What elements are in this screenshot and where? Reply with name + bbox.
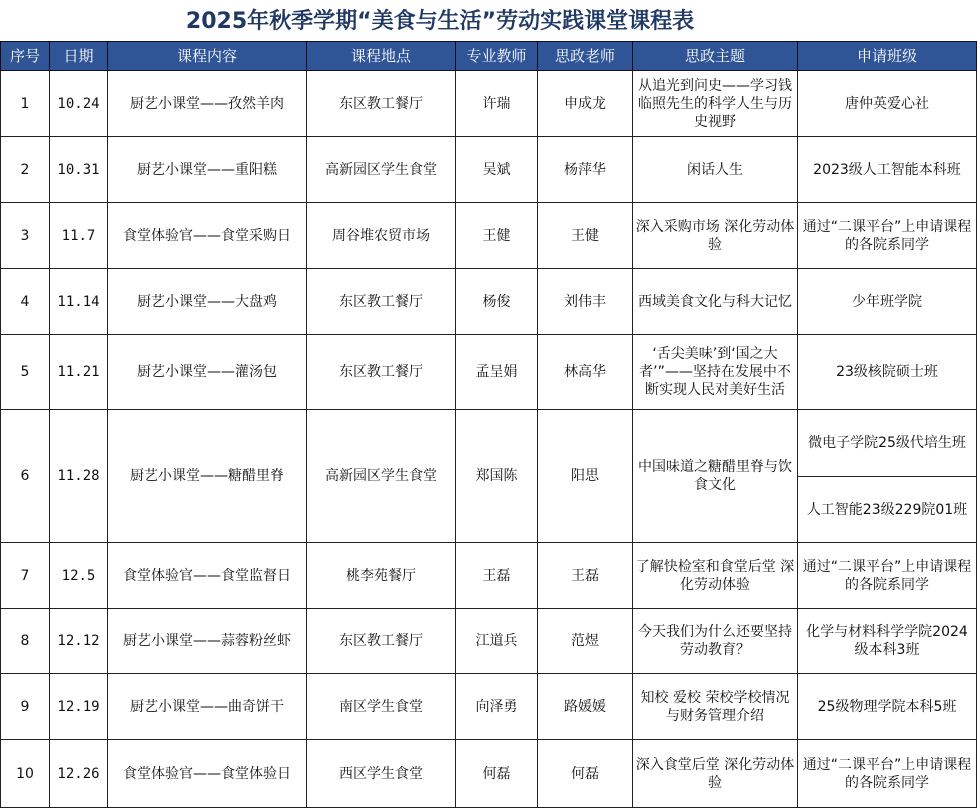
cell-content[interactable]: 厨艺小课堂——糖醋里脊 bbox=[108, 410, 307, 543]
cell-ideo[interactable]: 阳思 bbox=[538, 410, 633, 543]
cell-class[interactable]: 化学与材料科学学院2024级本科3班 bbox=[798, 609, 977, 674]
cell-no[interactable]: 6 bbox=[1, 410, 50, 543]
cell-theme[interactable]: 闲话人生 bbox=[633, 137, 798, 203]
cell-date[interactable]: 11.28 bbox=[50, 410, 108, 543]
cell-ideo[interactable]: 林高华 bbox=[538, 335, 633, 410]
cell-class[interactable]: 通过“二课平台”上申请课程的各院系同学 bbox=[798, 740, 977, 808]
cell-ideo[interactable]: 刘伟丰 bbox=[538, 269, 633, 335]
table-row bbox=[1, 137, 977, 203]
header-teacher[interactable]: 专业教师 bbox=[456, 42, 538, 71]
cell-class[interactable]: 通过“二课平台”上申请课程的各院系同学 bbox=[798, 203, 977, 269]
table-row bbox=[1, 609, 977, 674]
table-row bbox=[1, 543, 977, 609]
cell-ideo[interactable]: 路媛媛 bbox=[538, 674, 633, 740]
header-no[interactable]: 序号 bbox=[1, 42, 50, 71]
cell-no[interactable]: 9 bbox=[1, 674, 50, 740]
cell-teacher[interactable]: 向泽勇 bbox=[456, 674, 538, 740]
cell-teacher[interactable]: 杨俊 bbox=[456, 269, 538, 335]
cell-theme[interactable]: 西域美食文化与科大记忆 bbox=[633, 269, 798, 335]
cell-date[interactable]: 11.7 bbox=[50, 203, 108, 269]
cell-class[interactable]: 人工智能23级229院01班 bbox=[798, 477, 977, 543]
cell-class[interactable]: 微电子学院25级代培生班 bbox=[798, 410, 977, 477]
cell-theme[interactable]: 中国味道之糖醋里脊与饮食文化 bbox=[633, 410, 798, 543]
cell-content[interactable]: 厨艺小课堂——曲奇饼干 bbox=[108, 674, 307, 740]
cell-place[interactable]: 东区教工餐厅 bbox=[307, 335, 456, 410]
schedule-table bbox=[0, 41, 977, 808]
cell-ideo[interactable]: 申成龙 bbox=[538, 71, 633, 137]
cell-date[interactable]: 11.14 bbox=[50, 269, 108, 335]
cell-place[interactable]: 周谷堆农贸市场 bbox=[307, 203, 456, 269]
cell-teacher[interactable]: 郑国陈 bbox=[456, 410, 538, 543]
cell-theme[interactable]: 从追光到问史——学习钱临照先生的科学人生与历史视野 bbox=[633, 71, 798, 137]
cell-content[interactable]: 厨艺小课堂——灌汤包 bbox=[108, 335, 307, 410]
cell-date[interactable]: 12.5 bbox=[50, 543, 108, 609]
cell-class[interactable]: 2023级人工智能本科班 bbox=[798, 137, 977, 203]
cell-ideo[interactable]: 杨萍华 bbox=[538, 137, 633, 203]
cell-class[interactable]: 唐仲英爱心社 bbox=[798, 71, 977, 137]
cell-no[interactable]: 7 bbox=[1, 543, 50, 609]
cell-theme[interactable]: 今天我们为什么还要坚持劳动教育？ bbox=[633, 609, 798, 674]
cell-teacher[interactable]: 何磊 bbox=[456, 740, 538, 808]
cell-place[interactable]: 高新园区学生食堂 bbox=[307, 410, 456, 543]
header-row bbox=[1, 42, 977, 71]
cell-no[interactable]: 1 bbox=[1, 71, 50, 137]
cell-ideo[interactable]: 王健 bbox=[538, 203, 633, 269]
table-row bbox=[1, 335, 977, 410]
cell-teacher[interactable]: 吴斌 bbox=[456, 137, 538, 203]
cell-theme[interactable]: ‘舌尖美味’到‘国之大者’”——坚持在发展中不断实现人民对美好生活 bbox=[633, 335, 798, 410]
cell-class[interactable]: 通过“二课平台”上申请课程的各院系同学 bbox=[798, 543, 977, 609]
cell-date[interactable]: 12.19 bbox=[50, 674, 108, 740]
cell-place[interactable]: 东区教工餐厅 bbox=[307, 609, 456, 674]
cell-theme[interactable]: 深入食堂后堂 深化劳动体验 bbox=[633, 740, 798, 808]
cell-place[interactable]: 西区学生食堂 bbox=[307, 740, 456, 808]
cell-content[interactable]: 厨艺小课堂——重阳糕 bbox=[108, 137, 307, 203]
cell-place[interactable]: 东区教工餐厅 bbox=[307, 71, 456, 137]
cell-class[interactable]: 25级物理学院本科5班 bbox=[798, 674, 977, 740]
header-date[interactable]: 日期 bbox=[50, 42, 108, 71]
cell-content[interactable]: 食堂体验官——食堂采购日 bbox=[108, 203, 307, 269]
header-ideo[interactable]: 思政老师 bbox=[538, 42, 633, 71]
cell-no[interactable]: 8 bbox=[1, 609, 50, 674]
cell-teacher[interactable]: 王健 bbox=[456, 203, 538, 269]
cell-ideo[interactable]: 何磊 bbox=[538, 740, 633, 808]
header-content[interactable]: 课程内容 bbox=[108, 42, 307, 71]
table-row bbox=[1, 71, 977, 137]
cell-ideo[interactable]: 王磊 bbox=[538, 543, 633, 609]
cell-theme[interactable]: 了解快检室和食堂后堂 深化劳动体验 bbox=[633, 543, 798, 609]
cell-place[interactable]: 南区学生食堂 bbox=[307, 674, 456, 740]
cell-content[interactable]: 厨艺小课堂——大盘鸡 bbox=[108, 269, 307, 335]
cell-no[interactable]: 10 bbox=[1, 740, 50, 808]
cell-teacher[interactable]: 王磊 bbox=[456, 543, 538, 609]
header-theme[interactable]: 思政主题 bbox=[633, 42, 798, 71]
cell-class[interactable]: 23级核院硕士班 bbox=[798, 335, 977, 410]
cell-content[interactable]: 食堂体验官——食堂监督日 bbox=[108, 543, 307, 609]
cell-no[interactable]: 2 bbox=[1, 137, 50, 203]
table-row bbox=[1, 269, 977, 335]
cell-teacher[interactable]: 许瑞 bbox=[456, 71, 538, 137]
cell-content[interactable]: 厨艺小课堂——蒜蓉粉丝虾 bbox=[108, 609, 307, 674]
cell-date[interactable]: 12.26 bbox=[50, 740, 108, 808]
cell-ideo[interactable]: 范煜 bbox=[538, 609, 633, 674]
table-row bbox=[1, 203, 977, 269]
cell-theme[interactable]: 深入采购市场 深化劳动体验 bbox=[633, 203, 798, 269]
cell-teacher[interactable]: 江道兵 bbox=[456, 609, 538, 674]
cell-place[interactable]: 高新园区学生食堂 bbox=[307, 137, 456, 203]
cell-place[interactable]: 桃李苑餐厅 bbox=[307, 543, 456, 609]
header-classes[interactable]: 申请班级 bbox=[798, 42, 977, 71]
cell-content[interactable]: 厨艺小课堂——孜然羊肉 bbox=[108, 71, 307, 137]
cell-content[interactable]: 食堂体验官——食堂体验日 bbox=[108, 740, 307, 808]
page-title: 2025年秋季学期“美食与生活”劳动实践课堂课程表 bbox=[185, 9, 695, 34]
cell-theme[interactable]: 知校 爱校 荣校学校情况与财务管理介绍 bbox=[633, 674, 798, 740]
cell-no[interactable]: 3 bbox=[1, 203, 50, 269]
header-place[interactable]: 课程地点 bbox=[307, 42, 456, 71]
cell-place[interactable]: 东区教工餐厅 bbox=[307, 269, 456, 335]
cell-class[interactable]: 少年班学院 bbox=[798, 269, 977, 335]
table-row bbox=[1, 740, 977, 808]
table-row bbox=[1, 674, 977, 740]
cell-date[interactable]: 10.31 bbox=[50, 137, 108, 203]
table-row bbox=[1, 410, 977, 477]
cell-teacher[interactable]: 孟呈娟 bbox=[456, 335, 538, 410]
cell-date[interactable]: 11.21 bbox=[50, 335, 108, 410]
cell-date[interactable]: 12.12 bbox=[50, 609, 108, 674]
cell-no[interactable]: 4 bbox=[1, 269, 50, 335]
cell-no[interactable]: 5 bbox=[1, 335, 50, 410]
cell-date[interactable]: 10.24 bbox=[50, 71, 108, 137]
